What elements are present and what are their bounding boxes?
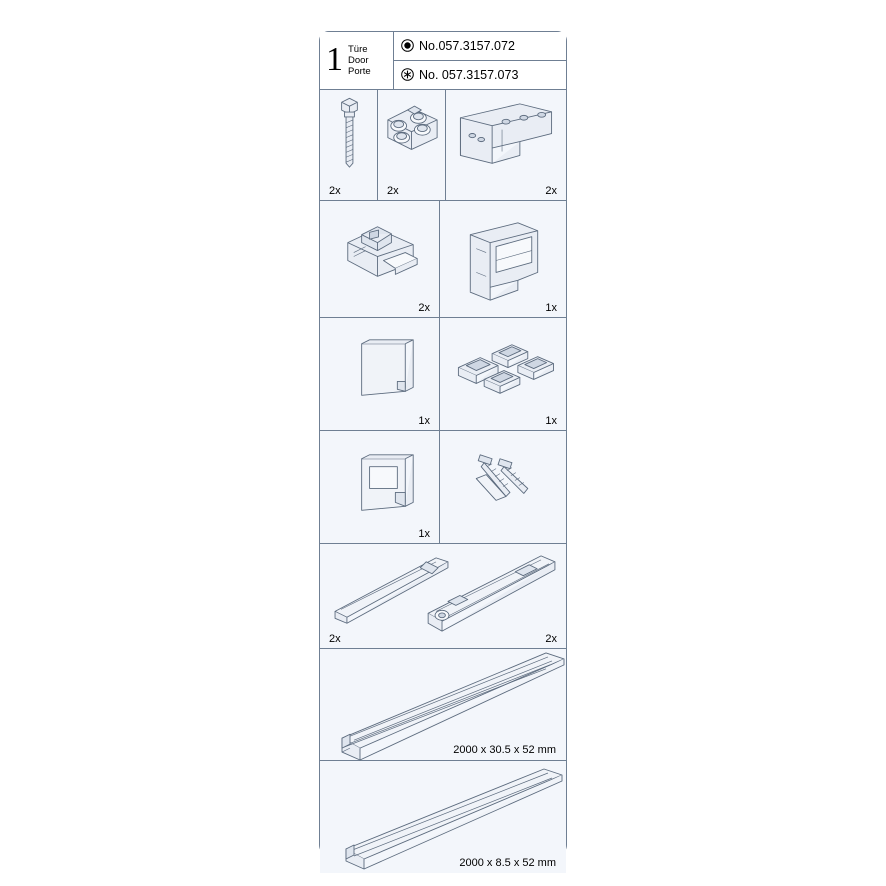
qty-door-clamp-block: 2x bbox=[418, 302, 430, 314]
dimension-fascia-panel-profile: 2000 x 8.5 x 52 mm bbox=[459, 857, 556, 869]
article-number-1: No.057.3157.072 bbox=[419, 38, 515, 53]
parts-row-2 bbox=[320, 201, 566, 318]
parts-row-5 bbox=[320, 544, 566, 649]
qty-cover-plate-small: 1x bbox=[418, 415, 430, 427]
language-label-fr: Porte bbox=[348, 66, 371, 78]
article-row-2 bbox=[394, 61, 566, 90]
bracket-plate-drawing bbox=[446, 90, 566, 200]
part-cell-fascia-panel-profile bbox=[320, 761, 566, 873]
hex-head-screw-drawing bbox=[320, 90, 377, 200]
qty-end-cap-profile: 1x bbox=[545, 302, 557, 314]
part-cell-bracket-plate bbox=[446, 90, 566, 200]
asterisk-icon bbox=[401, 68, 414, 81]
qty-roller-carriage: 2x bbox=[387, 185, 399, 197]
language-labels bbox=[348, 44, 371, 78]
parts-row-6 bbox=[320, 649, 566, 761]
language-label-en: Door bbox=[348, 54, 369, 66]
cover-plate-small-drawing bbox=[320, 318, 439, 430]
roller-carriage-drawing bbox=[378, 90, 445, 200]
qty-hex-head-screw: 2x bbox=[329, 185, 341, 197]
screws-and-dowels-drawing bbox=[440, 431, 566, 543]
part-cell-top-track-profile bbox=[320, 649, 566, 760]
parts-row-4 bbox=[320, 431, 566, 544]
filled-circle-icon bbox=[401, 39, 414, 52]
part-cell-hex-head-screw bbox=[320, 90, 378, 200]
language-label-de: Türe bbox=[348, 43, 368, 55]
part-cell-clip-set bbox=[440, 318, 566, 430]
qty-cover-plate-bracket: 1x bbox=[418, 528, 430, 540]
qty-damper-rail-short: 2x bbox=[329, 633, 341, 645]
end-cap-profile-drawing bbox=[440, 201, 566, 317]
part-cell-door-clamp-block bbox=[320, 201, 440, 317]
article-number-2: No. 057.3157.073 bbox=[419, 67, 519, 82]
part-cell-end-cap-profile bbox=[440, 201, 566, 317]
parts-row-1 bbox=[320, 90, 566, 201]
part-cell-cover-plate-bracket bbox=[320, 431, 440, 543]
panel-header bbox=[320, 32, 566, 90]
qty-clip-set: 1x bbox=[545, 415, 557, 427]
parts-row-7 bbox=[320, 761, 566, 873]
parts-grid bbox=[320, 90, 566, 869]
part-cell-roller-carriage bbox=[378, 90, 446, 200]
part-cell-screws-and-dowels bbox=[440, 431, 566, 543]
clip-set-drawing bbox=[440, 318, 566, 430]
damper-rails-drawing bbox=[320, 544, 566, 648]
dimension-top-track-profile: 2000 x 30.5 x 52 mm bbox=[453, 744, 556, 756]
qty-soft-close-mechanism: 2x bbox=[545, 633, 557, 645]
door-clamp-block-drawing bbox=[320, 201, 439, 317]
step-label-group bbox=[320, 32, 394, 89]
part-cell-cover-plate-small bbox=[320, 318, 440, 430]
qty-bracket-plate: 2x bbox=[545, 185, 557, 197]
parts-row-3 bbox=[320, 318, 566, 431]
part-cell-damper-rails bbox=[320, 544, 566, 648]
parts-list-panel bbox=[319, 31, 567, 869]
step-number: 1 bbox=[326, 40, 343, 78]
cover-plate-bracket-drawing bbox=[320, 431, 439, 543]
article-row-1 bbox=[394, 32, 566, 61]
article-number-group bbox=[394, 32, 566, 89]
